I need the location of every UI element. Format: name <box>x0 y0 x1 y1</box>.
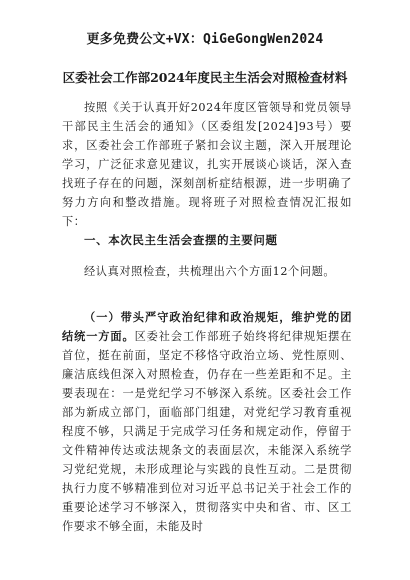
section-intro: 经认真对照检查，共梳理出六个方面12个问题。 <box>84 265 336 278</box>
subsection-text: 区委社会工作部班子始终将纪律规矩摆在首位，挺在前面，坚定不移恪守政治立场、党性原则、廉洁底线但深入对照检查，仍存在一些差距和不足。主要表现在：一是党纪学习不够深入系统。区委社会工作部为新成立部门，面临部门组建，对党纪学习教育重视程度不够，只满足于完成学习任务和规定动作，停留于文件精神传达或法规条文的表面层次，未能深入系统学习党纪党规，未形成理论与实践的良性互动。二是贯彻执行力度不够精准到位对习近平总书记关于社会工作的重要论述学习不够深入，贯彻落实中央和省、市、区工作要求不够全面，未能及时 <box>62 330 352 533</box>
intro-paragraph: 按照《关于认真开好2024年度区管领导和党员领导干部民主生活会的通知》（区委组发[2024]93号）要求，区委社会工作部班子紧扣会议主题，深入开展理论学习，广泛征求意见建议，扎实开展谈心谈话，深入查找班子存在的问题，深刻剖析症结根源，进一步明确了努力方向和整改措施。现将班子对照检查情况汇报如下： <box>62 101 352 228</box>
document-title: 区委社会工作部2024年度民主生活会对照检查材料 <box>62 70 348 85</box>
subsection-heading: （一）带头严守政治纪律和政治规矩，维护党的团结统一方面。 <box>62 310 352 343</box>
subsection-paragraph <box>62 308 352 536</box>
section-heading: 一、本次民主生活会查摆的主要问题 <box>84 233 278 247</box>
promo-header: 更多免费公文+VX：QiGeGongWen2024 <box>86 32 324 47</box>
